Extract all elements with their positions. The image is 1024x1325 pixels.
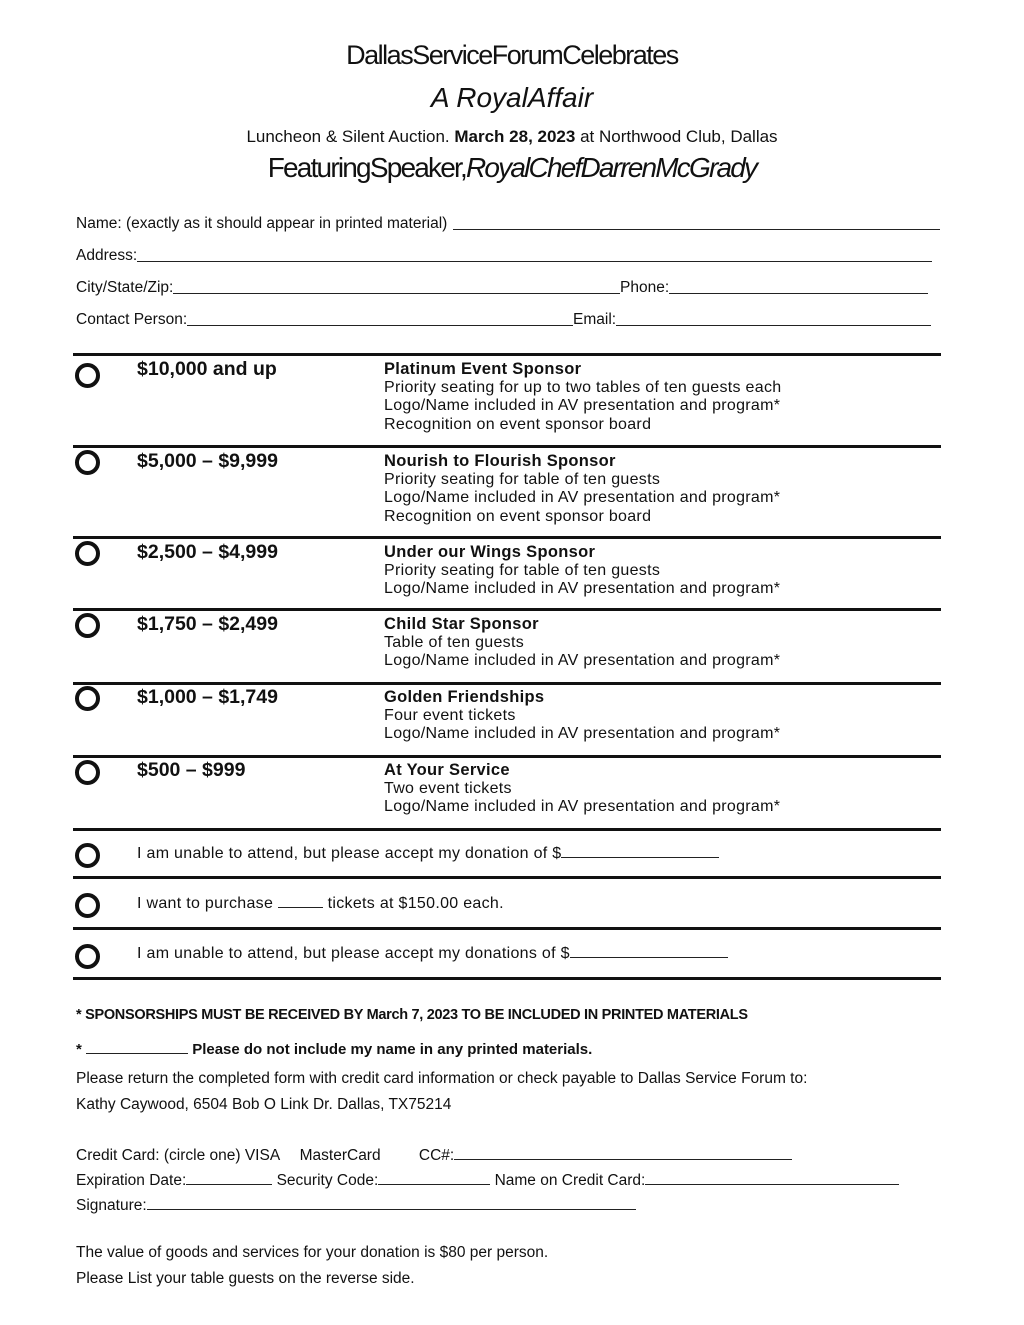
security-line[interactable] bbox=[378, 1170, 490, 1185]
speaker-line bbox=[0, 152, 1024, 184]
tier-benefit: Logo/Name included in AV presentation and program* bbox=[384, 397, 781, 414]
sponsor-tier-nourish bbox=[73, 448, 941, 536]
name-label: Name: (exactly as it should appear in printed material) bbox=[76, 215, 448, 232]
event-prefix: Luncheon & Silent Auction. bbox=[246, 127, 450, 146]
radio-childstar[interactable] bbox=[75, 613, 100, 638]
sponsor-tier-golden bbox=[73, 685, 941, 755]
name-input-line[interactable] bbox=[453, 228, 940, 230]
expiration-row bbox=[76, 1170, 899, 1190]
contact-field-row bbox=[76, 311, 573, 329]
footer-guests-note: Please List your table guests on the reverse side. bbox=[76, 1270, 415, 1287]
city-field-row bbox=[76, 279, 620, 297]
tier-benefits bbox=[384, 761, 780, 817]
radio-golden[interactable] bbox=[75, 686, 100, 711]
tier-amount: $500 – $999 bbox=[137, 759, 246, 781]
tickets-option bbox=[137, 893, 504, 913]
phone-field-row bbox=[620, 279, 928, 297]
tier-amount: $1,750 – $2,499 bbox=[137, 613, 278, 635]
tier-title: Under our Wings Sponsor bbox=[384, 543, 596, 561]
tier-benefit: Priority seating for table of ten guests bbox=[384, 561, 661, 579]
tier-benefit: Logo/Name included in AV presentation and program* bbox=[384, 652, 781, 669]
no-name-text: Please do not include my name in any printed materials. bbox=[192, 1041, 593, 1058]
sponsor-tier-platinum bbox=[73, 356, 941, 444]
tier-amount: $10,000 and up bbox=[137, 358, 277, 380]
radio-donations[interactable] bbox=[75, 944, 100, 969]
tier-benefit: Table of ten guests bbox=[384, 633, 525, 651]
form-title: DallasServiceForumCelebrates bbox=[346, 40, 678, 70]
footer-value-note: The value of goods and services for your donation is $80 per person. bbox=[76, 1244, 549, 1261]
email-label: Email: bbox=[573, 311, 617, 328]
tier-benefit: Logo/Name included in AV presentation and program* bbox=[384, 489, 781, 506]
cc-number-line[interactable] bbox=[454, 1145, 792, 1160]
sponsor-tier-service bbox=[73, 758, 941, 828]
tier-benefits bbox=[384, 543, 780, 599]
radio-donation[interactable] bbox=[75, 843, 100, 868]
address-label: Address: bbox=[76, 247, 138, 264]
signature-label: Signature: bbox=[76, 1197, 147, 1214]
tier-title: Platinum Event Sponsor bbox=[384, 360, 582, 378]
donations-amount-line[interactable] bbox=[570, 943, 728, 958]
tier-benefits bbox=[384, 452, 780, 526]
donation-option bbox=[137, 843, 719, 863]
tier-benefit: Recognition on event sponsor board bbox=[384, 507, 652, 525]
name-on-card-line[interactable] bbox=[645, 1170, 899, 1185]
email-field-row bbox=[573, 311, 931, 329]
tier-title: Child Star Sponsor bbox=[384, 615, 539, 633]
donations-label: I am unable to attend, but please accept my donations of $ bbox=[137, 945, 570, 962]
signature-line[interactable] bbox=[147, 1195, 636, 1210]
city-label: City/State/Zip: bbox=[76, 279, 174, 296]
tier-amount: $1,000 – $1,749 bbox=[137, 686, 278, 708]
event-venue: at Northwood Club, Dallas bbox=[580, 127, 778, 146]
tier-benefit: Priority seating for table of ten guests bbox=[384, 470, 661, 488]
city-input-line[interactable] bbox=[173, 292, 620, 294]
phone-input-line[interactable] bbox=[669, 292, 928, 294]
donation-amount-line[interactable] bbox=[561, 843, 719, 858]
deadline-note: * SPONSORSHIPS MUST BE RECEIVED BY March 7, 2023 TO BE INCLUDED IN PRINTED MATERIALS bbox=[76, 1007, 748, 1023]
radio-nourish[interactable] bbox=[75, 450, 100, 475]
donations-option bbox=[137, 943, 728, 963]
tier-benefit: Logo/Name included in AV presentation and program* bbox=[384, 580, 781, 597]
tier-benefit: Four event tickets bbox=[384, 706, 516, 724]
tier-benefit: Two event tickets bbox=[384, 779, 512, 797]
tickets-count-line[interactable] bbox=[278, 893, 323, 908]
return-line-2: Kathy Caywood, 6504 Bob O Link Dr. Dallas, TX75214 bbox=[76, 1096, 452, 1113]
event-date: March 28, 2023 bbox=[454, 127, 576, 146]
visa-option[interactable]: VISA bbox=[244, 1147, 280, 1164]
no-name-asterisk: * bbox=[76, 1041, 82, 1058]
divider bbox=[73, 977, 941, 980]
tier-title: At Your Service bbox=[384, 761, 510, 779]
exp-line[interactable] bbox=[186, 1170, 272, 1185]
exp-label: Expiration Date: bbox=[76, 1172, 187, 1189]
return-line-1: Please return the completed form with credit card information or check payable to Dallas Service Forum to: bbox=[76, 1070, 808, 1087]
tier-title: Golden Friendships bbox=[384, 688, 545, 706]
tier-benefits bbox=[384, 360, 781, 434]
tier-amount: $5,000 – $9,999 bbox=[137, 450, 278, 472]
radio-tickets[interactable] bbox=[75, 893, 100, 918]
name-field-row bbox=[76, 215, 940, 233]
radio-service[interactable] bbox=[75, 760, 100, 785]
name-on-card-label: Name on Credit Card: bbox=[494, 1172, 646, 1189]
tier-benefit: Priority seating for up to two tables of ten guests each bbox=[384, 378, 782, 396]
form-subtitle: A RoyalAffair bbox=[430, 82, 594, 113]
tickets-prefix: I want to purchase bbox=[137, 895, 274, 912]
sponsor-tier-wings bbox=[73, 539, 941, 607]
cc-label: CC#: bbox=[418, 1147, 455, 1164]
donation-label: I am unable to attend, but please accept my donation of $ bbox=[137, 845, 562, 862]
radio-platinum[interactable] bbox=[75, 363, 100, 388]
tier-amount: $2,500 – $4,999 bbox=[137, 541, 278, 563]
speaker-name: RoyalChefDarrenMcGrady bbox=[465, 152, 757, 183]
credit-card-row bbox=[76, 1145, 792, 1165]
signature-row bbox=[76, 1195, 636, 1215]
sponsor-tier-childstar bbox=[73, 611, 941, 681]
address-field-row bbox=[76, 247, 932, 265]
speaker-prefix: FeaturingSpeaker, bbox=[267, 152, 466, 183]
event-details bbox=[0, 127, 1024, 147]
no-name-note bbox=[76, 1039, 592, 1058]
email-input-line[interactable] bbox=[616, 324, 931, 326]
contact-input-line[interactable] bbox=[187, 324, 573, 326]
tier-benefits bbox=[384, 615, 780, 671]
phone-label: Phone: bbox=[620, 279, 670, 296]
security-label: Security Code: bbox=[276, 1172, 379, 1189]
tier-benefit: Recognition on event sponsor board bbox=[384, 415, 652, 433]
address-input-line[interactable] bbox=[137, 260, 932, 262]
contact-label: Contact Person: bbox=[76, 311, 188, 328]
mastercard-option[interactable]: MasterCard bbox=[299, 1147, 381, 1164]
no-name-initial-line[interactable] bbox=[86, 1039, 188, 1054]
tier-benefits bbox=[384, 688, 780, 744]
tickets-suffix: tickets at $150.00 each. bbox=[327, 895, 504, 912]
tier-title: Nourish to Flourish Sponsor bbox=[384, 452, 616, 470]
tier-benefit: Logo/Name included in AV presentation and program* bbox=[384, 725, 781, 742]
tier-benefit: Logo/Name included in AV presentation and program* bbox=[384, 798, 781, 815]
radio-wings[interactable] bbox=[75, 541, 100, 566]
card-label: Credit Card: (circle one) bbox=[76, 1147, 241, 1164]
